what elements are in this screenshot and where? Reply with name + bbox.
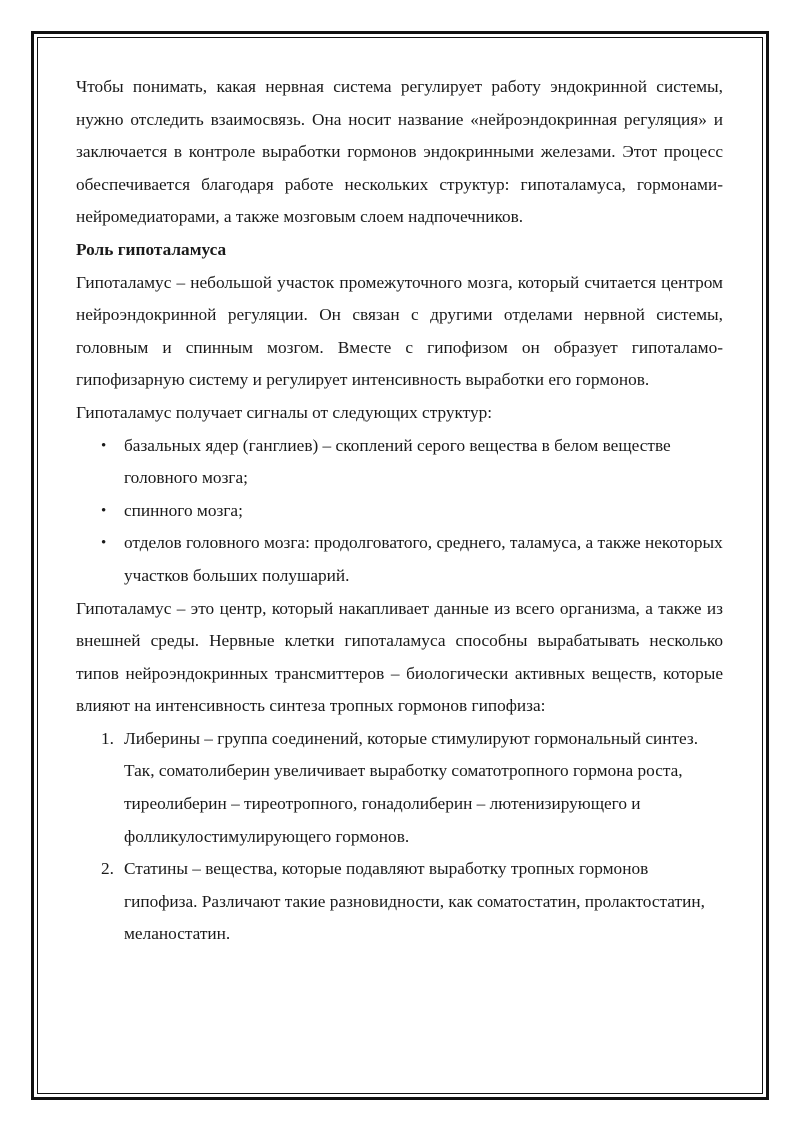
bullet-icon: • (101, 502, 107, 519)
signals-intro: Гипоталамус получает сигналы от следующих структур: (76, 402, 493, 422)
bullet-icon: • (101, 535, 107, 552)
hypothalamus-paragraph: Гипоталамус – небольшой участок промежуточного мозга, который считается центром нейроэндокринной регуляции. Он связан с другими отделами нервной системы, головным и спинным мозгом. Вместе с гипофизом он образует гипоталамо-гипофизарную систему и регулирует интенсивность выработки его гормонов. (76, 272, 723, 390)
list-item-text: отделов головного мозга: продолговатого, среднего, таламуса, а также некоторых участков больших полушарий. (124, 533, 723, 585)
transmitters-paragraph: Гипоталамус – это центр, который накапливает данные из всего организма, а также из внешней среды. Нервные клетки гипоталамуса способны вырабатывать несколько типов нейроэндокринных трансмиттеров – биологически активных веществ, которые влияют на интенсивность синтеза тропных гормонов гипофиза: (76, 598, 723, 716)
list-item (76, 723, 723, 853)
list-item-text: базальных ядер (ганглиев) – скоплений серого вещества в белом веществе головного мозга; (124, 435, 671, 488)
list-item (76, 430, 723, 495)
list-item-text: спинного мозга; (124, 500, 243, 520)
list-item-text: Либерины – группа соединений, которые стимулируют гормональный синтез. Так, соматолиберин увеличивает выработку соматотропного гормона роста, тиреолиберин – тиреотропного, гонадолиберин – лютенизирующего и фолликулостимулирующего гормонов. (124, 728, 699, 846)
list-item (76, 495, 723, 528)
transmitter-types-list (76, 723, 723, 951)
bullet-icon: • (101, 437, 107, 454)
list-item-text: Статины – вещества, которые подавляют выработку тропных гормонов гипофиза. Различают такие разновидности, как соматостатин, пролактостатин, меланостатин. (124, 859, 705, 944)
list-number: 2. (101, 859, 114, 879)
list-number: 1. (101, 728, 114, 748)
document-body (76, 71, 723, 951)
list-item (76, 527, 723, 592)
list-item (76, 853, 723, 951)
intro-paragraph: Чтобы понимать, какая нервная система регулирует работу эндокринной системы, нужно отследить взаимосвязь. Она носит название «нейроэндокринная регуляция» и заключается в контроле выработки гормонов эндокринными железами. Этот процесс обеспечивается благодаря работе нескольких структур: гипоталамуса, гормонами-нейромедиаторами, а также мозговым слоем надпочечников. (76, 77, 723, 227)
signal-sources-list (76, 430, 723, 593)
section-heading: Роль гипоталамуса (76, 239, 227, 259)
